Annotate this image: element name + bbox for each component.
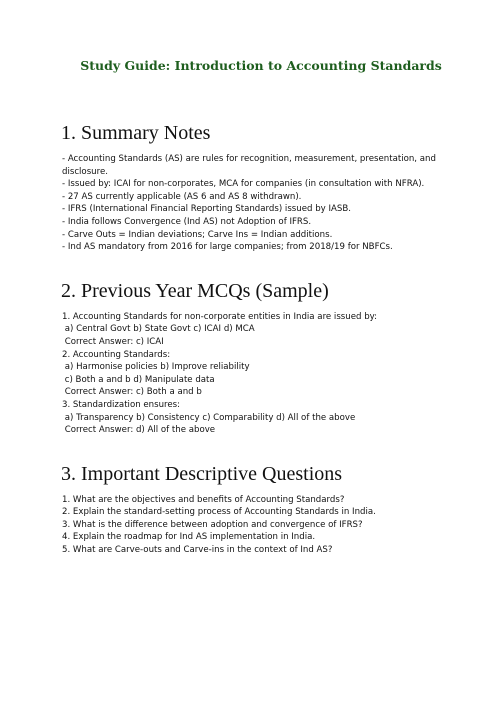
mcq-line: a) Harmonise policies b) Improve reliability [62, 362, 250, 373]
descriptive-question-line: 3. What is the difference between adoption and convergence of IFRS? [62, 519, 363, 530]
summary-note-line: - Accounting Standards (AS) are rules for recognition, measurement, presentation, and disclosure. [62, 154, 436, 177]
mcq-line: c) Both a and b d) Manipulate data [62, 374, 215, 385]
section-heading-summary-notes: 1. Summary Notes [61, 122, 211, 144]
section-heading-previous-year-mcqs: 2. Previous Year MCQs (Sample) [61, 279, 329, 302]
mcq-list [62, 311, 460, 437]
descriptive-question-line: 5. What are Carve-outs and Carve-ins in the context of Ind AS? [62, 545, 333, 556]
document-title: Study Guide: Introduction to Accounting Standards [80, 58, 442, 73]
summary-note-line: - 27 AS currently applicable (AS 6 and AS 8 withdrawn). [62, 191, 302, 202]
mcq-line: 3. Standardization ensures: [62, 399, 181, 410]
section-heading-descriptive-questions: 3. Important Descriptive Questions [61, 462, 343, 485]
summary-note-line: - IFRS (International Financial Reporting Standards) issued by IASB. [62, 204, 351, 215]
descriptive-questions-list [62, 494, 460, 557]
mcq-line: a) Transparency b) Consistency c) Comparability d) All of the above [62, 412, 356, 423]
descriptive-question-line: 2. Explain the standard-setting process of Accounting Standards in India. [62, 507, 376, 518]
mcq-line: Correct Answer: d) All of the above [62, 425, 216, 436]
mcq-line: a) Central Govt b) State Govt c) ICAI d) MCA [62, 324, 255, 335]
mcq-line: 2. Accounting Standards: [62, 349, 171, 360]
summary-note-line: - India follows Convergence (Ind AS) not Adoption of IFRS. [62, 216, 312, 227]
summary-notes-list [62, 153, 460, 254]
mcq-line: Correct Answer: c) ICAI [62, 336, 164, 347]
mcq-line: 1. Accounting Standards for non-corporate entities in India are issued by: [62, 311, 378, 322]
summary-note-line: - Issued by: ICAI for non-corporates, MCA for companies (in consultation with NFRA). [62, 179, 425, 190]
descriptive-question-line: 1. What are the objectives and benefits of Accounting Standards? [62, 494, 345, 505]
descriptive-question-line: 4. Explain the roadmap for Ind AS implementation in India. [62, 532, 316, 543]
summary-note-line: - Ind AS mandatory from 2016 for large companies; from 2018/19 for NBFCs. [62, 242, 393, 253]
mcq-line: Correct Answer: c) Both a and b [62, 387, 202, 398]
summary-note-line: - Carve Outs = Indian deviations; Carve Ins = Indian additions. [62, 229, 333, 240]
